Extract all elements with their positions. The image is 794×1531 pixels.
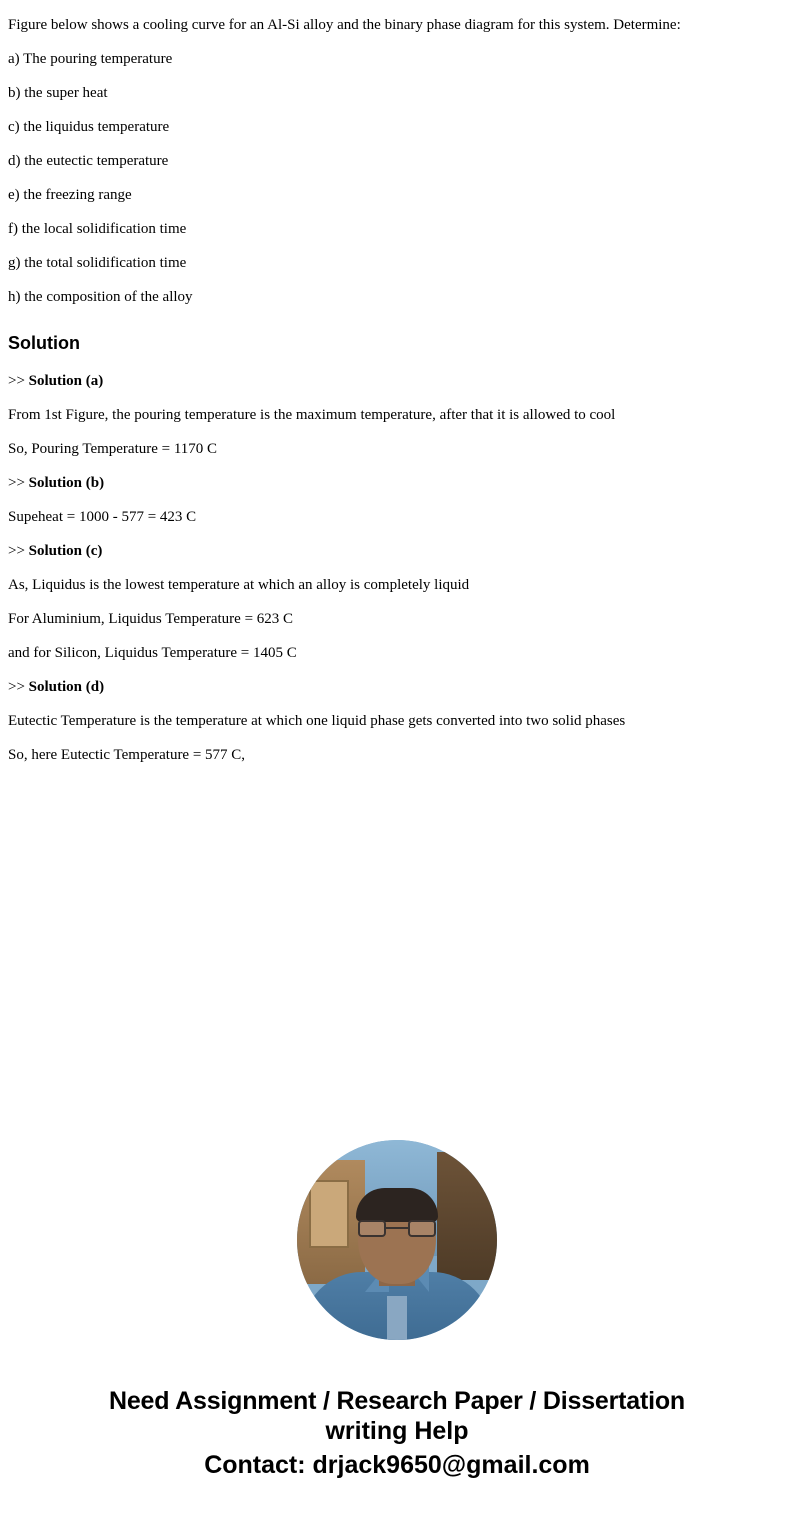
avatar-wall-right xyxy=(437,1152,497,1280)
solution-c-label: Solution (c) xyxy=(28,543,103,559)
solution-heading: Solution xyxy=(8,333,80,353)
solution-d-label: Solution (d) xyxy=(28,679,105,695)
question-part-f: f) the local solidification time xyxy=(8,221,187,237)
avatar-container xyxy=(8,1140,786,1340)
avatar xyxy=(297,1140,497,1340)
glasses-bridge xyxy=(386,1227,408,1229)
blank-space xyxy=(8,772,786,1132)
question-part-g: g) the total solidification time xyxy=(8,255,187,271)
solution-a-label: Solution (a) xyxy=(28,373,104,389)
solution-a-title xyxy=(8,364,786,398)
question-part-d: d) the eutectic temperature xyxy=(8,153,169,169)
solution-b-marker: >> xyxy=(8,475,25,491)
solution-b-label: Solution (b) xyxy=(28,475,105,491)
question-part-b: b) the super heat xyxy=(8,85,108,101)
promo-block xyxy=(8,1386,786,1482)
solution-a-line-2: So, Pouring Temperature = 1170 C xyxy=(8,441,218,457)
solution-a-marker: >> xyxy=(8,373,25,389)
solution-d-marker: >> xyxy=(8,679,25,695)
solution-c-title xyxy=(8,534,786,568)
avatar-hair xyxy=(356,1188,438,1222)
solution-b-title xyxy=(8,466,786,500)
question-part-e: e) the freezing range xyxy=(8,187,132,203)
promo-line-2: writing Help xyxy=(325,1417,469,1445)
question-part-a: a) The pouring temperature xyxy=(8,51,173,67)
promo-contact: Contact: drjack9650@gmail.com xyxy=(204,1451,590,1479)
solution-c-line-2: For Aluminium, Liquidus Temperature = 623 C xyxy=(8,611,294,627)
solution-c-line-3: and for Silicon, Liquidus Temperature = 1405 C xyxy=(8,645,297,661)
question-intro: Figure below shows a cooling curve for an Al-Si alloy and the binary phase diagram for this system. Determine: xyxy=(8,17,681,33)
solution-c-marker: >> xyxy=(8,543,25,559)
question-part-c: c) the liquidus temperature xyxy=(8,119,170,135)
glasses-lens-right xyxy=(408,1220,436,1237)
solution-d-line-1: Eutectic Temperature is the temperature at which one liquid phase gets converted into two solid phases xyxy=(8,713,626,729)
solution-a-line-1: From 1st Figure, the pouring temperature is the maximum temperature, after that it is allowed to cool xyxy=(8,407,616,423)
promo-line-1: Need Assignment / Research Paper / Dissertation xyxy=(109,1387,685,1415)
glasses-lens-left xyxy=(358,1220,386,1237)
avatar-tie xyxy=(387,1296,407,1340)
glasses-icon xyxy=(358,1220,436,1238)
solution-c-line-1: As, Liquidus is the lowest temperature at which an alloy is completely liquid xyxy=(8,577,470,593)
question-part-h: h) the composition of the alloy xyxy=(8,289,193,305)
solution-d-line-2: So, here Eutectic Temperature = 577 C, xyxy=(8,747,246,763)
solution-d-title xyxy=(8,670,786,704)
solution-b-line-1: Supeheat = 1000 - 577 = 423 C xyxy=(8,509,197,525)
avatar-picture-frame xyxy=(309,1180,349,1248)
document-page xyxy=(0,8,794,1482)
